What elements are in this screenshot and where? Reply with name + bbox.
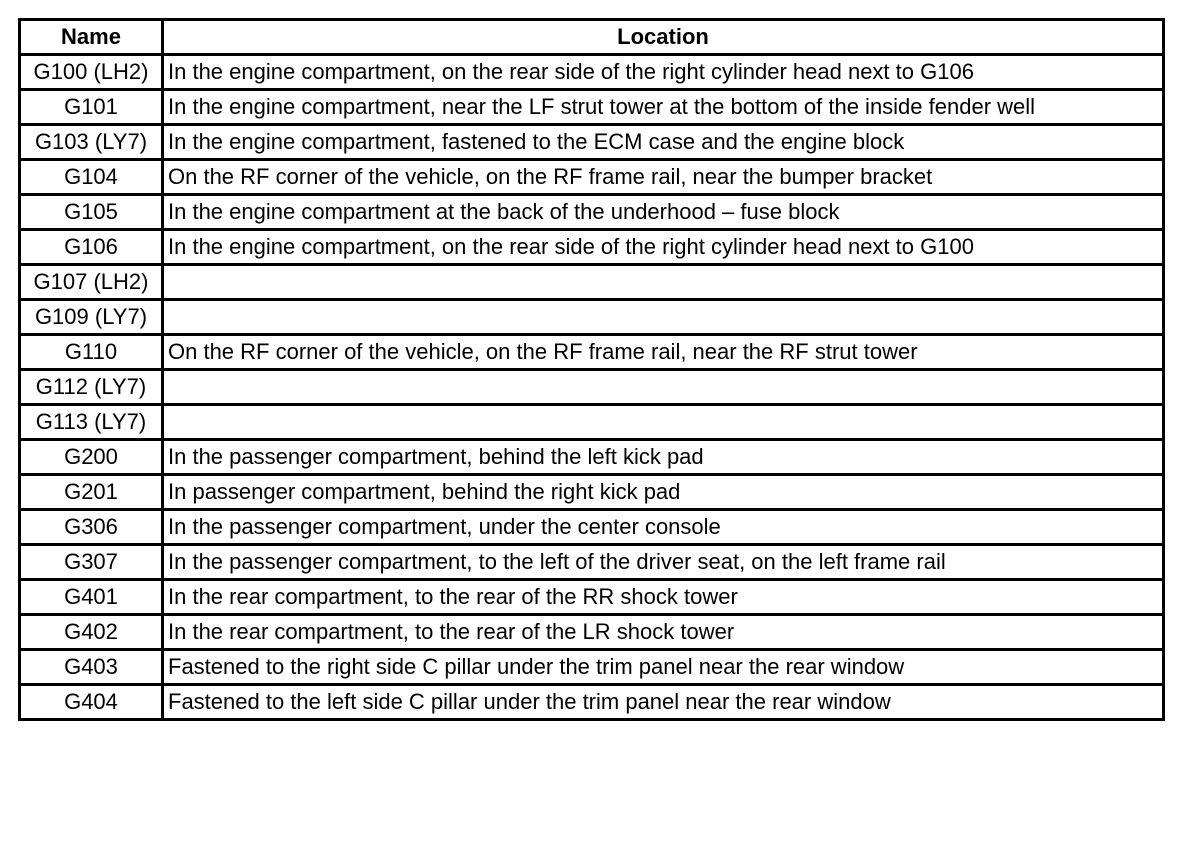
ground-name-cell: G100 (LH2) <box>20 55 163 90</box>
ground-name-cell: G110 <box>20 335 163 370</box>
table-row <box>20 475 1164 510</box>
table-row <box>20 545 1164 580</box>
ground-location-cell: In passenger compartment, behind the right kick pad <box>163 475 1164 510</box>
ground-name-cell: G103 (LY7) <box>20 125 163 160</box>
table-row <box>20 650 1164 685</box>
ground-name-cell: G109 (LY7) <box>20 300 163 335</box>
ground-name-cell: G106 <box>20 230 163 265</box>
ground-name-cell: G101 <box>20 90 163 125</box>
ground-location-cell: In the passenger compartment, behind the left kick pad <box>163 440 1164 475</box>
column-header-location: Location <box>163 20 1164 55</box>
table-row <box>20 125 1164 160</box>
ground-name-cell: G105 <box>20 195 163 230</box>
ground-name-cell: G113 (LY7) <box>20 405 163 440</box>
ground-name-cell: G306 <box>20 510 163 545</box>
ground-location-cell: In the engine compartment, on the rear side of the right cylinder head next to G106 <box>163 55 1164 90</box>
table-row <box>20 160 1164 195</box>
ground-location-cell: In the engine compartment, near the LF strut tower at the bottom of the inside fender well <box>163 90 1164 125</box>
table-row <box>20 335 1164 370</box>
table-row <box>20 90 1164 125</box>
table-row <box>20 615 1164 650</box>
table-row <box>20 510 1164 545</box>
table-body <box>20 55 1164 720</box>
table-row <box>20 370 1164 405</box>
ground-location-cell <box>163 405 1164 440</box>
ground-location-cell <box>163 265 1164 300</box>
ground-name-cell: G403 <box>20 650 163 685</box>
table-row <box>20 440 1164 475</box>
table-row <box>20 195 1164 230</box>
ground-name-cell: G307 <box>20 545 163 580</box>
table-row <box>20 55 1164 90</box>
ground-name-cell: G107 (LH2) <box>20 265 163 300</box>
table-row <box>20 230 1164 265</box>
ground-name-cell: G402 <box>20 615 163 650</box>
table-header-row <box>20 20 1164 55</box>
ground-location-cell: Fastened to the left side C pillar under the trim panel near the rear window <box>163 685 1164 720</box>
ground-location-cell: On the RF corner of the vehicle, on the RF frame rail, near the bumper bracket <box>163 160 1164 195</box>
ground-location-cell: In the engine compartment, fastened to the ECM case and the engine block <box>163 125 1164 160</box>
column-header-name: Name <box>20 20 163 55</box>
ground-location-cell <box>163 300 1164 335</box>
ground-name-cell: G404 <box>20 685 163 720</box>
ground-name-cell: G401 <box>20 580 163 615</box>
ground-name-cell: G200 <box>20 440 163 475</box>
ground-location-cell: In the engine compartment, on the rear side of the right cylinder head next to G100 <box>163 230 1164 265</box>
ground-name-cell: G201 <box>20 475 163 510</box>
ground-name-cell: G112 (LY7) <box>20 370 163 405</box>
table-row <box>20 685 1164 720</box>
ground-locations-table <box>18 18 1165 721</box>
ground-location-cell: In the rear compartment, to the rear of the RR shock tower <box>163 580 1164 615</box>
ground-location-cell: In the engine compartment at the back of the underhood – fuse block <box>163 195 1164 230</box>
ground-location-cell: In the rear compartment, to the rear of the LR shock tower <box>163 615 1164 650</box>
table-row <box>20 405 1164 440</box>
ground-location-cell: In the passenger compartment, under the center console <box>163 510 1164 545</box>
ground-location-cell: On the RF corner of the vehicle, on the RF frame rail, near the RF strut tower <box>163 335 1164 370</box>
table-row <box>20 300 1164 335</box>
ground-location-cell <box>163 370 1164 405</box>
table-row <box>20 265 1164 300</box>
ground-location-cell: Fastened to the right side C pillar under the trim panel near the rear window <box>163 650 1164 685</box>
ground-name-cell: G104 <box>20 160 163 195</box>
ground-location-cell: In the passenger compartment, to the left of the driver seat, on the left frame rail <box>163 545 1164 580</box>
table-row <box>20 580 1164 615</box>
